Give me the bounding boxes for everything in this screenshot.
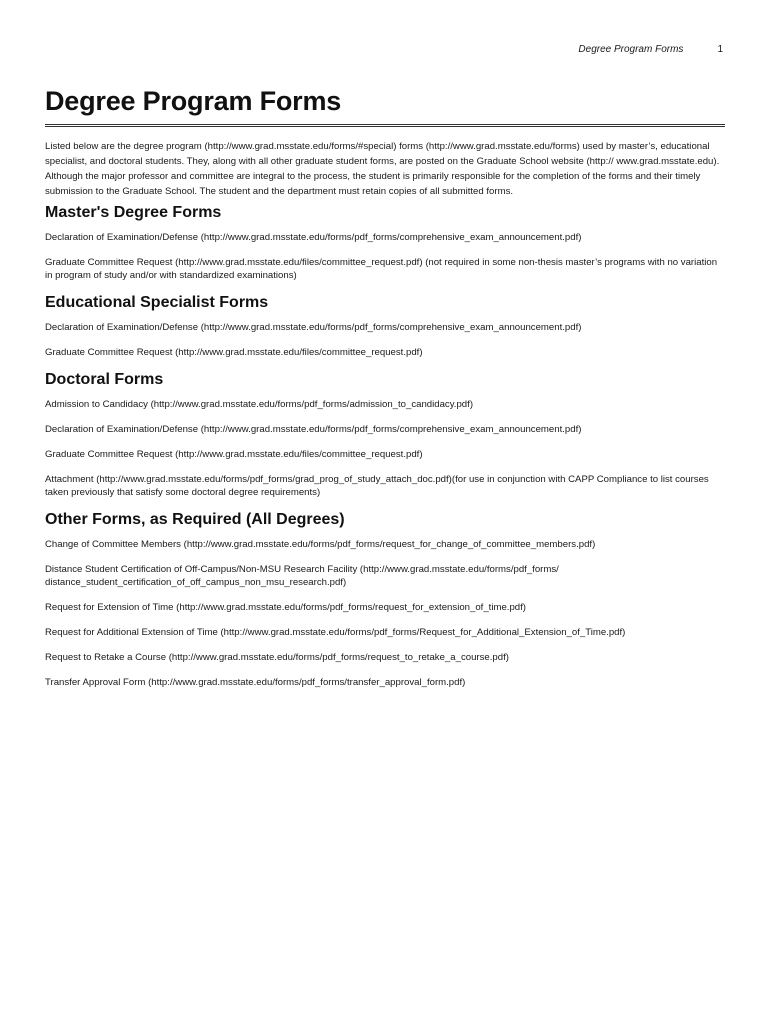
form-link-item[interactable]: Graduate Committee Request (http://www.grad.msstate.edu/files/committee_request.pdf) (not required in some non-thesis master’s programs with no variation in program of study and/or with standardized examinations) xyxy=(45,257,718,281)
form-link-item[interactable]: Transfer Approval Form (http://www.grad.msstate.edu/forms/pdf_forms/transfer_approval_form.pdf) xyxy=(45,677,466,688)
running-title: Degree Program Forms xyxy=(578,44,684,55)
forms-sections xyxy=(45,204,725,701)
form-link-item[interactable]: Admission to Candidacy (http://www.grad.msstate.edu/forms/pdf_forms/admission_to_candidacy.pdf) xyxy=(45,399,474,410)
section-heading: Doctoral Forms xyxy=(45,371,164,388)
form-link-item[interactable]: Request for Extension of Time (http://www.grad.msstate.edu/forms/pdf_forms/request_for_extension_of_time.pdf) xyxy=(45,602,526,613)
title-divider xyxy=(45,124,725,127)
form-link-item[interactable]: Declaration of Examination/Defense (http://www.grad.msstate.edu/forms/pdf_forms/comprehensive_exam_announcement.pdf) xyxy=(45,232,582,243)
page-title: Degree Program Forms xyxy=(45,86,342,116)
section-heading: Master's Degree Forms xyxy=(45,204,222,221)
form-link-item[interactable]: Request to Retake a Course (http://www.grad.msstate.edu/forms/pdf_forms/request_to_retake_a_course.pdf) xyxy=(45,652,509,663)
page-number: 1 xyxy=(717,44,723,55)
running-header xyxy=(578,44,723,55)
form-link-item[interactable]: Declaration of Examination/Defense (http://www.grad.msstate.edu/forms/pdf_forms/comprehensive_exam_announcement.pdf) xyxy=(45,424,582,435)
form-link-item[interactable]: Declaration of Examination/Defense (http://www.grad.msstate.edu/forms/pdf_forms/comprehensive_exam_announcement.pdf) xyxy=(45,322,582,333)
section-heading: Other Forms, as Required (All Degrees) xyxy=(45,511,345,528)
form-link-item[interactable]: Change of Committee Members (http://www.grad.msstate.edu/forms/pdf_forms/request_for_change_of_committee_members.pdf) xyxy=(45,539,596,550)
form-link-item[interactable]: Distance Student Certification of Off-Campus/Non-MSU Research Facility (http://www.grad.msstate.edu/forms/pdf_forms/ distance_student_certification_of_off_campus_non_msu_research.pdf) xyxy=(45,564,559,588)
form-link-item[interactable]: Attachment (http://www.grad.msstate.edu/forms/pdf_forms/grad_prog_of_study_attach_doc.pdf)(for use in conjunction with CAPP Compliance to list courses taken previously that satisfy some doctoral degree requirements) xyxy=(45,474,709,498)
section-educational-specialist xyxy=(45,294,725,359)
section-doctoral xyxy=(45,371,725,499)
section-masters xyxy=(45,204,725,282)
section-other-forms xyxy=(45,511,725,689)
form-link-item[interactable]: Request for Additional Extension of Time (http://www.grad.msstate.edu/forms/pdf_forms/Request_for_Additional_Extension_of_Time.pdf) xyxy=(45,627,626,638)
section-heading: Educational Specialist Forms xyxy=(45,294,269,311)
form-link-item[interactable]: Graduate Committee Request (http://www.grad.msstate.edu/files/committee_request.pdf) xyxy=(45,449,423,460)
form-link-item[interactable]: Graduate Committee Request (http://www.grad.msstate.edu/files/committee_request.pdf) xyxy=(45,347,423,358)
intro-paragraph: Listed below are the degree program (http://www.grad.msstate.edu/forms/#special) forms (http://www.grad.msstate.edu/forms) used by master’s, educational specialist, and doctoral students. They, along with all other graduate student forms, are posted on the Graduate School website (http:// www.grad.msstate.edu). Although the major professor and committee are integral to the process, the student is primarily responsible for the completion of the forms and their timely submission to the Graduate School. The student and the department must retain copies of all submitted forms. xyxy=(45,141,720,197)
